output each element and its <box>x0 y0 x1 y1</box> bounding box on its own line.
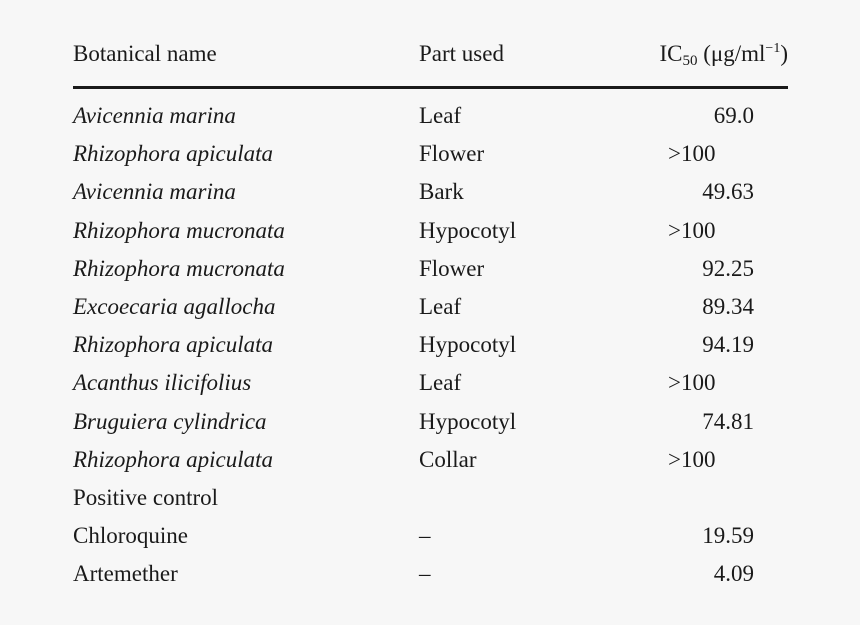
cell-ic50: >100 <box>668 217 716 243</box>
cell-botanical-name: Avicennia marina <box>73 179 236 205</box>
cell-part-used: Flower <box>419 255 485 281</box>
cell-botanical-name: Acanthus ilicifolius <box>73 370 252 396</box>
header-botanical-name: Botanical name <box>73 41 217 66</box>
table-row <box>73 332 788 370</box>
table-row <box>73 485 788 523</box>
header-ic50 <box>660 41 789 70</box>
cell-botanical-name: Artemether <box>73 561 178 587</box>
header-rule <box>73 86 788 89</box>
header-ic50-prefix: IC <box>659 41 683 66</box>
cell-botanical-name: Rhizophora mucronata <box>73 217 285 243</box>
cell-botanical-name: Rhizophora apiculata <box>73 446 273 472</box>
table-row <box>73 409 788 447</box>
cell-part-used: Hypocotyl <box>419 217 517 243</box>
table-row <box>73 447 788 485</box>
cell-botanical-name: Positive control <box>73 484 219 510</box>
table-row <box>73 179 788 217</box>
header-ic50-unit: (μg/ml <box>697 41 766 66</box>
cell-ic50: 4.09 <box>713 561 754 587</box>
header-ic50-close: ) <box>780 41 788 66</box>
cell-ic50: 89.34 <box>702 293 754 319</box>
cell-part-used: Hypocotyl <box>419 408 517 434</box>
header-ic50-superscript: −1 <box>765 41 781 56</box>
ic50-table <box>73 38 788 599</box>
table-row <box>73 141 788 179</box>
table-row <box>73 218 788 256</box>
table-row <box>73 294 788 332</box>
cell-botanical-name: Avicennia marina <box>73 103 236 128</box>
cell-ic50: 94.19 <box>702 332 754 358</box>
cell-botanical-name: Rhizophora mucronata <box>73 255 285 281</box>
header-part-used: Part used <box>419 41 504 66</box>
cell-ic50: 69.0 <box>713 103 754 128</box>
cell-botanical-name: Rhizophora apiculata <box>73 141 273 167</box>
cell-part-used: Collar <box>419 446 477 472</box>
table-row <box>73 370 788 408</box>
table-header <box>73 38 788 86</box>
table-body <box>73 103 788 599</box>
table-row <box>73 103 788 141</box>
table-row <box>73 561 788 599</box>
header-ic50-subscript: 50 <box>682 53 698 69</box>
cell-part-used: – <box>419 561 431 587</box>
cell-part-used: Hypocotyl <box>419 332 517 358</box>
cell-ic50: 19.59 <box>702 523 754 549</box>
cell-part-used: Bark <box>419 179 464 205</box>
cell-ic50: 74.81 <box>702 408 754 434</box>
cell-ic50: >100 <box>668 370 716 396</box>
cell-botanical-name: Excoecaria agallocha <box>73 293 276 319</box>
cell-ic50: 92.25 <box>702 255 754 281</box>
table-row <box>73 523 788 561</box>
cell-botanical-name: Bruguiera cylindrica <box>73 408 267 434</box>
cell-part-used: Leaf <box>419 293 462 319</box>
cell-botanical-name: Chloroquine <box>73 523 188 549</box>
cell-part-used: – <box>419 523 431 549</box>
cell-part-used: Leaf <box>419 370 462 396</box>
cell-ic50: >100 <box>668 446 716 472</box>
cell-ic50: 49.63 <box>702 179 754 205</box>
cell-part-used: Leaf <box>419 103 462 128</box>
table-row <box>73 256 788 294</box>
cell-botanical-name: Rhizophora apiculata <box>73 332 273 358</box>
cell-ic50: >100 <box>668 141 716 167</box>
cell-part-used: Flower <box>419 141 485 167</box>
